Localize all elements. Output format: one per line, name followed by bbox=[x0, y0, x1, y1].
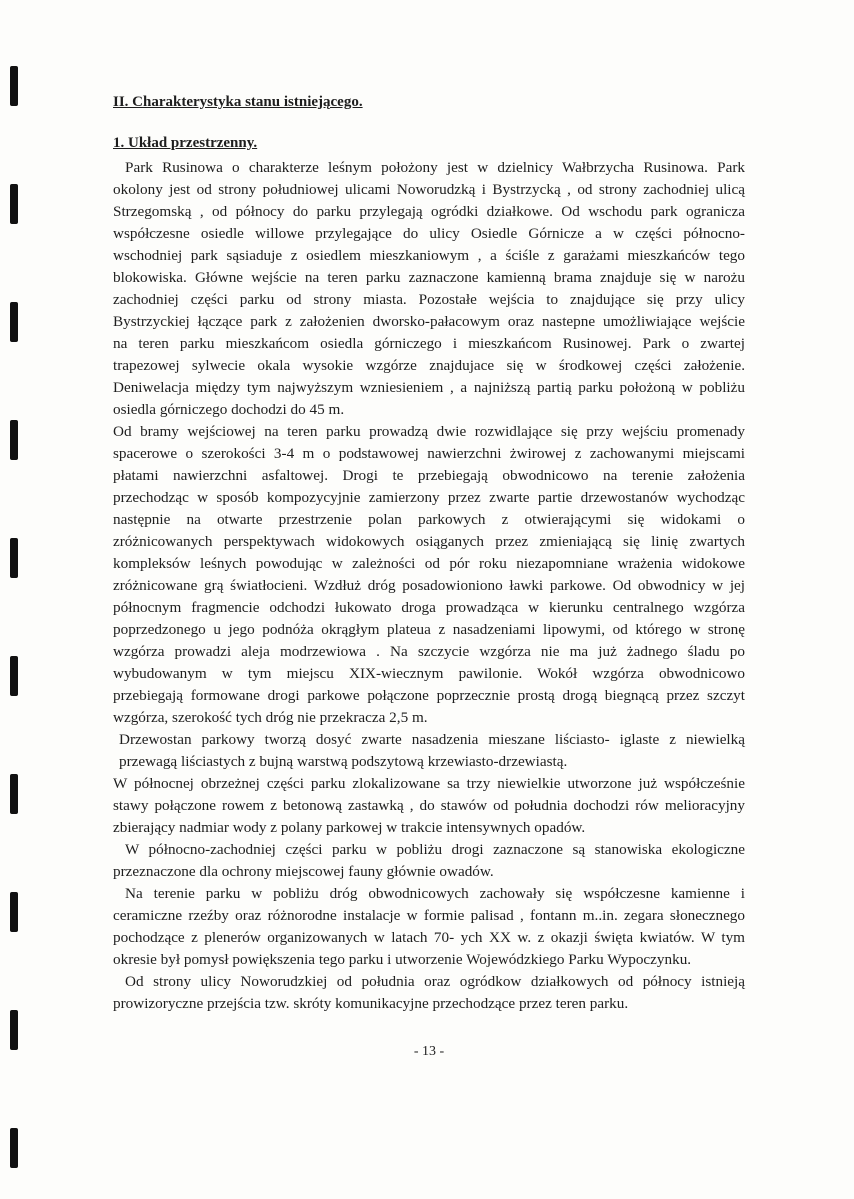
text-line: wschodniej park sąsiaduje z osiedlem mieszkaniowym , a ściśle z garażami mieszkańców tego bbox=[113, 247, 745, 264]
text-line: współczesne osiedle willowe przylegające do ulicy Osiedle Górnicze a w części północno- bbox=[113, 225, 745, 242]
text-line: północnym fragmencie odchodzi łukowato droga prowadząca w kierunku centralnego wzgórza bbox=[113, 599, 745, 616]
text-line: wybudowanym w tym miejscu XIX-wiecznym pawilonie. Wokół wzgórza obwodnicowo bbox=[113, 665, 745, 682]
text-line: Park Rusinowa o charakterze leśnym położony jest w dzielnicy Wałbrzycha Rusinowa. Park bbox=[125, 159, 745, 176]
text-line: wzgórza prowadzi aleja modrzewiowa . Na szczycie wzgórza nie ma już żadnego śladu po bbox=[113, 643, 745, 660]
punch-hole-mark bbox=[10, 1128, 18, 1168]
section-title: II. Charakterystyka stanu istniejącego. bbox=[113, 94, 363, 110]
text-line: osiedla górniczego dochodzi do 45 m. bbox=[113, 401, 345, 418]
text-line: Od strony ulicy Noworudzkiej od południa oraz ogródkow działkowych od północy istnieją bbox=[125, 973, 745, 990]
text-line: przeznaczone dla ochrony miejscowej fauny głównie owadów. bbox=[113, 863, 494, 880]
text-line: Na terenie parku w pobliżu dróg obwodnicowych zachowały się współczesne kamienne i bbox=[125, 885, 745, 902]
text-line: płatami nawierzchni asfaltowej. Drogi te przebiegają obwodnicowo na terenie założenia bbox=[113, 467, 745, 484]
text-line: Deniwelacja między tym najwyższym wzniesieniem , a najniższą partią parku położoną w pobliżu bbox=[113, 379, 745, 396]
text-line: pochodzące z plenerów organizowanych w latach 70- ych XX w. z okazji święta kwiatów. W tym bbox=[113, 929, 745, 946]
punch-hole-mark bbox=[10, 302, 18, 342]
text-line: na teren parku mieszkańcom osiedla górniczego i mieszkańcom Rusinowej. Park o zwartej bbox=[113, 335, 745, 352]
text-line: przebiegają formowane drogi parkowe połączone poprzecznie prostą drogą biegnącą przez szczyt bbox=[113, 687, 745, 704]
text-line: zbierający nadmiar wody z polany parkowej w trakcie intensywnych opadów. bbox=[113, 819, 586, 836]
text-line: następnie na otwarte przestrzenie polan parkowych z otwierającymi się widokami o bbox=[113, 511, 745, 528]
punch-hole-mark bbox=[10, 656, 18, 696]
punch-hole-mark bbox=[10, 420, 18, 460]
subsection-title: 1. Układ przestrzenny. bbox=[113, 135, 258, 151]
text-line: przewagą liściastych z bujną warstwą podszytową krzewiasto-drzewiastą. bbox=[119, 753, 568, 770]
text-line: ceramiczne rzeźby oraz różnorodne instalacje w formie palisad , fontann m..in. zegara słonecznego bbox=[113, 907, 745, 924]
text-line: zróżnicowanych perspektywach widokowych osiąganych przez zmieniającą się linię zwartych bbox=[113, 533, 745, 550]
text-line: W północno-zachodniej części parku w pobliżu drogi zaznaczone są stanowiska ekologiczne bbox=[125, 841, 745, 858]
text-line: okolony jest od strony południowej ulicami Noworudzką i Bystrzycką , od strony zachodniej ulicą bbox=[113, 181, 745, 198]
text-line: trapezowej sylwecie okala wysokie wzgórze znajdujace się w środkowej części założenie. bbox=[113, 357, 745, 374]
text-line: Strzegomską , od północy do parku przylegają ogródki działkowe. Od wschodu park ogranicza bbox=[113, 203, 745, 220]
text-line: okresie był pomysł powiększenia tego parku i utworzenie Wojewódzkiego Parku Wypoczynku. bbox=[113, 951, 692, 968]
punch-hole-mark bbox=[10, 1010, 18, 1050]
text-line: prowizoryczne przejścia tzw. skróty komunikacyjne przechodzące przez teren parku. bbox=[113, 995, 629, 1012]
text-line: przechodząc w sposób kompozycyjnie zamierzony przez zwarte partie drzewostanów wychodząc bbox=[113, 489, 745, 506]
text-line: kompleksów leśnych powodując w zależności od pór roku niezapomniane wrażenia widokowe bbox=[113, 555, 745, 572]
punch-hole-mark bbox=[10, 66, 18, 106]
page-number: - 13 - bbox=[413, 1044, 445, 1059]
text-line: Bystrzyckiej łączące park z założenien dworsko-pałacowym oraz nastepne umożliwiające wejście bbox=[113, 313, 745, 330]
punch-hole-mark bbox=[10, 892, 18, 932]
text-line: poprzedzonego u jego podnóża okrągłym plateua z nasadzeniami lipowymi, od którego w stronę bbox=[113, 621, 745, 638]
text-line: W północnej obrzeżnej części parku zlokalizowane sa trzy niewielkie utworzone już współcześnie bbox=[113, 775, 745, 792]
text-line: wzgórza, szerokość tych dróg nie przekracza 2,5 m. bbox=[113, 709, 428, 726]
text-line: zróżnicowane grą światłocieni. Wzdłuż dróg posadowioniono ławki parkowe. Od obwodnicy w jej bbox=[113, 577, 745, 594]
text-line: stawy połączone rowem z betonową zastawką , do stawów od południa dochodzi rów melioracyjny bbox=[113, 797, 745, 814]
text-line: Drzewostan parkowy tworzą dosyć zwarte nasadzenia mieszane liściasto- iglaste z niewielką bbox=[119, 731, 745, 748]
text-line: Od bramy wejściowej na teren parku prowadzą dwie rozwidlające się przy wejściu promenady bbox=[113, 423, 745, 440]
text-line: spacerowe o szerokości 3-4 m o podstawowej nawierzchni żwirowej z zachowanymi miejscami bbox=[113, 445, 745, 462]
punch-hole-mark bbox=[10, 184, 18, 224]
punch-hole-mark bbox=[10, 538, 18, 578]
punch-hole-mark bbox=[10, 774, 18, 814]
text-line: blokowiska. Główne wejście na teren parku zaznaczone kamienną brama znajduje się w narożu bbox=[113, 269, 745, 286]
text-line: zachodniej części parku od strony miasta. Pozostałe wejścia to znajdujące się przy ulicy bbox=[113, 291, 745, 308]
